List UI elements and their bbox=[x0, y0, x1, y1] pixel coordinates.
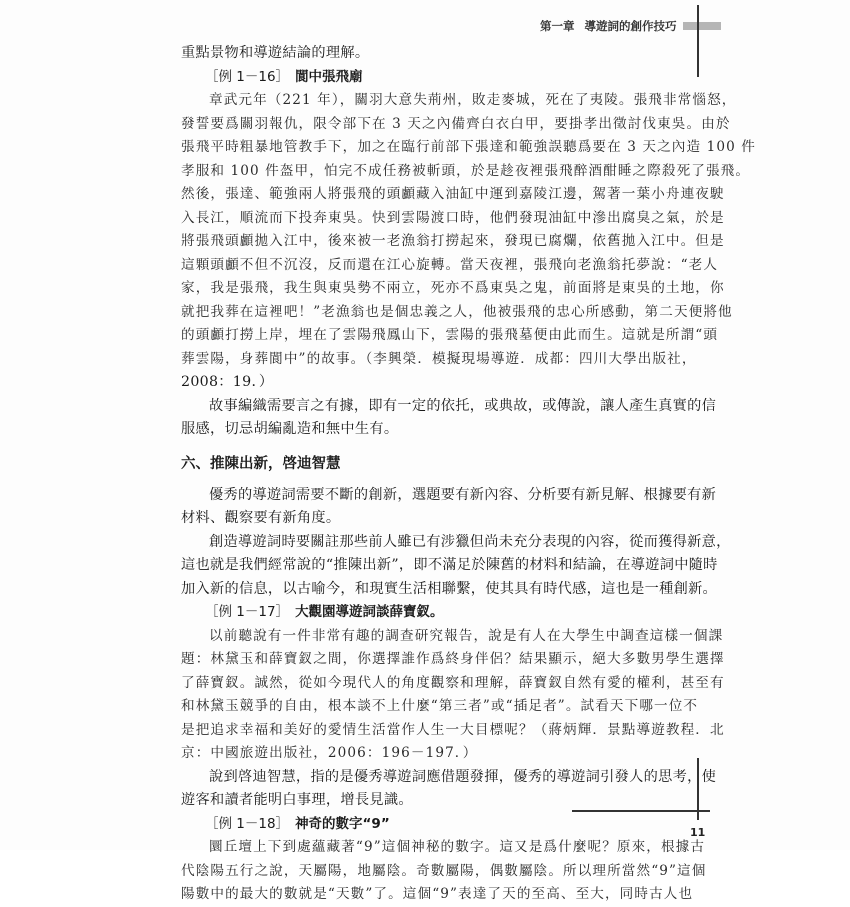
example-title: 神奇的數字“9” bbox=[295, 815, 390, 832]
example-label: ［例 1－16］ bbox=[205, 68, 290, 85]
quote-line: 以前聽說有一件非常有趣的調查研究報告，說是有人在大學生中調查這樣一個課 bbox=[209, 627, 724, 644]
quote-line: 將張飛頭顱拋入江中，後來被一老漁翁打撈起來，發現已腐爛，依舊拋入江中。但是 bbox=[181, 233, 725, 249]
crop-mark-top bbox=[697, 5, 699, 77]
quote-line: 就把我葬在這裡吧！”老漁翁也是個忠義之人，他被張飛的忠心所感動，第二天便將他 bbox=[181, 303, 733, 320]
example-label: ［例 1－17］ bbox=[205, 604, 290, 620]
quote-line: 入長江，順流而下投奔東吳。快到雲陽渡口時，他們發現油缸中滲出腐臭之氣，於是 bbox=[181, 209, 725, 226]
quote-line: 孝服和 100 件盔甲，怕完不成任務被斬頭，於是趁夜裡張飛醉酒酣睡之際殺死了張飛。 bbox=[181, 162, 751, 179]
paragraph-line: 優秀的導遊詞需要不斷的創新，選題要有新內容、分析要有新見解、根據要有新 bbox=[209, 486, 717, 503]
quote-line: 的頭顱打撈上岸，埋在了雲陽飛鳳山下，雲陽的張飛墓便由此而生。這就是所謂“頭 bbox=[181, 327, 719, 343]
paragraph-line: 這也就是我們經常說的“推陳出新”，即不滿足於陳舊的材料和結論，在導遊詞中隨時 bbox=[181, 557, 718, 573]
chapter-title: 導遊詞的創作技巧 bbox=[584, 19, 677, 33]
quote-line: 是把追求幸福和美好的愛情生活當作人生一大目標呢？（蔣炳輝．景點導遊教程．北 bbox=[181, 721, 725, 738]
paragraph-line: 故事編織需要言之有據，即有一定的依托，或典故，或傳說，讓人產生真實的信 bbox=[209, 397, 717, 414]
quote-line: 京：中國旅遊出版社，2006：196－197．） bbox=[181, 745, 478, 761]
example-heading-1-18 bbox=[181, 813, 691, 837]
paragraph-line: 創造導遊詞時要關註那些前人雖已有涉獵但尚未充分表現的內容，從而獲得新意， bbox=[209, 533, 731, 550]
paragraph-line: 遊客和讀者能明白事理，增長見識。 bbox=[181, 792, 413, 808]
quote-line: 發誓要爲關羽報仇，限令部下在 3 天之內備齊白衣白甲，要掛孝出徵討伐東吳。由於 bbox=[181, 115, 731, 132]
running-header bbox=[540, 18, 721, 34]
header-decorative-bar bbox=[683, 22, 721, 30]
paragraph-line: 服感，切忌胡編亂造和無中生有。 bbox=[181, 421, 399, 437]
example-heading-1-17 bbox=[181, 601, 691, 625]
quote-line: 這顆頭顱不但不沉沒，反而還在江心旋轉。當天夜裡，張飛向老漁翁托夢說：“老人 bbox=[181, 256, 719, 273]
quote-line: 葬雲陽，身葬閬中”的故事。（李興榮．模擬現場導遊．成都：四川大學出版社， bbox=[181, 350, 697, 367]
example-title: 大觀園導遊詞談薛寶釵。 bbox=[295, 604, 444, 620]
quote-line: 題：林黛玉和薛寶釵之間，你選擇誰作爲終身伴侶？結果顯示，絕大多數男學生選擇 bbox=[181, 651, 725, 667]
quote-line: 了薛寶釵。誠然，從如今現代人的角度觀察和理解，薛寶釵自然有愛的權利，甚至有 bbox=[181, 674, 725, 691]
quote-line: 圜丘壇上下到處蘊藏著“9”這個神秘的數字。這又是爲什麼呢？原來，根據古 bbox=[209, 839, 706, 855]
quote-line: 和林黛玉競爭的自由，根本談不上什麼“第三者”或“插足者”。試看天下哪一位不 bbox=[181, 698, 699, 714]
body-text bbox=[181, 42, 756, 907]
paragraph-line: 說到啓迪智慧，指的是優秀導遊詞應借題發揮，優秀的導遊詞引發人的思考，使 bbox=[209, 768, 717, 785]
example-label: ［例 1－18］ bbox=[205, 815, 290, 832]
opening-line: 重點景物和導遊結論的理解。 bbox=[181, 45, 370, 61]
quote-line: 家，我是張飛，我生與東吳勢不兩立，死亦不爲東吳之鬼，前面將是東吳的土地，你 bbox=[181, 280, 725, 296]
paragraph-line: 加入新的信息，以古喻今，和現實生活相聯繫，使其具有時代感，這也是一種創新。 bbox=[181, 580, 718, 597]
quote-line: 然後，張達、範強兩人將張飛的頭顱藏入油缸中運到嘉陵江邊，駕著一葉小舟連夜駛 bbox=[181, 186, 725, 202]
paragraph-line: 材料、觀察要有新角度。 bbox=[181, 510, 341, 526]
quote-line: 2008：19．） bbox=[181, 374, 274, 390]
chapter-number: 第一章 bbox=[540, 19, 575, 33]
section-heading-6: 六、推陳出新，啓迪智慧 bbox=[181, 455, 341, 472]
example-title: 閬中張飛廟 bbox=[295, 68, 363, 85]
quote-line: 章武元年（221 年），關羽大意失荊州，敗走麥城，死在了夷陵。張飛非常惱怒， bbox=[209, 92, 737, 108]
page-number: 11 bbox=[690, 826, 706, 839]
example-heading-1-16 bbox=[181, 66, 691, 90]
quote-line: 張飛平時粗暴地管教手下，加之在臨行前部下張達和範強誤聽爲要在 3 天之內造 100 件 bbox=[181, 139, 756, 155]
quote-line: 代陰陽五行之說，天屬陽，地屬陰。奇數屬陽，偶數屬陰。所以理所當然“9”這個 bbox=[181, 862, 707, 879]
quote-line: 陽數中的最大的數就是“天數”了。這個“9”表達了天的至高、至大，同時古人也 bbox=[181, 886, 694, 902]
